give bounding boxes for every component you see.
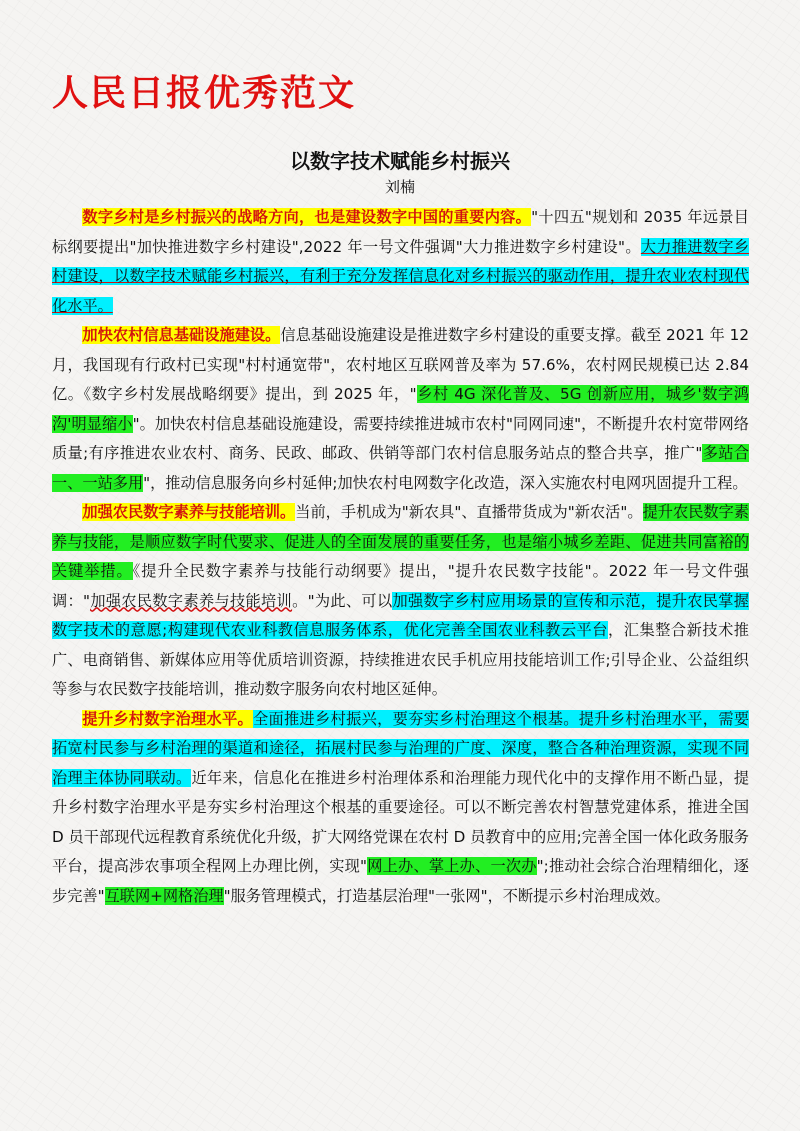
article-title: 以数字技术赋能乡村振兴 — [290, 149, 510, 173]
banner-title: 人民日报优秀范文 — [52, 73, 357, 114]
paragraph — [52, 203, 749, 321]
highlighted-text-run: 全面推进乡村振兴，要夯实乡村治理这个根基。提升乡村治理水平，需要拓宽村民参与乡村治理的渠道和途径，拓展村民参与治理的广度、深度，整合各种治理资源，实现不同治理主体协同联动。 — [52, 709, 750, 787]
text-run: 。"为此、可以 — [292, 591, 393, 610]
highlighted-text-run: 提升乡村数字治理水平。 — [82, 709, 254, 728]
highlighted-text-run: 加快农村信息基础设施建设。 — [82, 326, 281, 344]
highlighted-text-run: 加强农民数字素养与技能培训。 — [82, 503, 296, 521]
text-run: 近年来，信息化在推进乡村治理体系和治理能力现代化中的支撑作用不断凸显，提升乡村数字治理水平是夯实乡村治理这个根基的重要途径。可以不断完善农村智慧党建体系，推进全国 D 员干部现代远程教育系统优化升级，扩大网络党课在农村 D 员教育中的应用;完善全国一体化政务服务平台，提高涉农事项全程网上办理比例，实现" — [52, 768, 750, 875]
paragraph — [52, 498, 749, 705]
highlighted-text-run: 网上办、掌上办、一次办 — [367, 857, 537, 875]
paragraph — [52, 705, 749, 912]
text-run: "，推动信息服务向乡村延伸;加快农村电网数字化改造，深入实施农村电网巩固提升工程。 — [143, 473, 748, 492]
text-run: ";推动社会综合治理精细化，逐步完善" — [52, 857, 749, 905]
highlighted-text-run: 互联网+网格治理 — [104, 886, 224, 905]
highlighted-text-run: 大力推进数字乡村建设，以数字技术赋能乡村振兴，有利于充分发挥信息化对乡村振兴的驱动作用，提升农业农村现代化水平。 — [52, 237, 750, 315]
paragraph — [52, 321, 749, 498]
text-run: "服务管理模式，打造基层治理"一张网"，不断提示乡村治理成效。 — [223, 886, 670, 905]
article-author: 刘楠 — [384, 178, 415, 196]
highlighted-text-run: 乡村 4G 深化普及、5G 创新应用，城乡'数字鸿沟'明显缩小 — [52, 385, 749, 433]
highlighted-text-run: 提升农民数字素养与技能，是顺应数字时代要求、促进人的全面发展的重要任务，也是缩小城乡差距、促进共同富裕的关键举措。 — [52, 503, 750, 580]
text-run: "。加快农村信息基础设施建设，需要持续推进城市农村"同网同速"，不断提升农村宽带网络质量;有序推进农业农村、商务、民政、邮政、供销等部门农村信息服务站点的整合共享，推广" — [52, 414, 749, 462]
text-run: ，汇集整合新技术推广、电商销售、新媒体应用等优质培训资源，持续推进农民手机应用技能培训工作;引导企业、公益组织等参与农民数字技能培训，推动数字服务向农村地区延伸。 — [52, 621, 749, 698]
text-run: "十四五"规划和 2035 年远景目标纲要提出"加快推进数字乡村建设",2022 年一号文件强调"大力推进数字乡村建设"。 — [52, 208, 749, 256]
highlighted-text-run: 多站合一、一站多用 — [52, 444, 750, 492]
text-run: 《提升全民数字素养与技能行动纲要》提出，"提升农民数字技能"。2022 年一号文件强调：" — [52, 562, 750, 610]
highlighted-text-run: 数字乡村是乡村振兴的战略方向，也是建设数字中国的重要内容。 — [82, 208, 532, 226]
highlighted-text-run: 加强农民数字素养与技能培训 — [90, 591, 293, 610]
article-body — [52, 203, 749, 911]
text-run: 信息基础设施建设是推进数字乡村建设的重要支撑。截至 2021 年 12 月，我国现有行政村已实现"村村通宽带"，农村地区互联网普及率为 57.6%，农村网民规模已达 2.84 亿。《数字乡村发展战略纲要》提出，到 2025 年，" — [52, 326, 750, 403]
text-run: 当前，手机成为"新农具"、直播带货成为"新农活"。 — [295, 503, 643, 521]
highlighted-text-run: 加强数字乡村应用场景的宣传和示范，提升农民掌握数字技术的意愿;构建现代农业科教信息服务体系，优化完善全国农业科教云平台 — [52, 591, 749, 639]
